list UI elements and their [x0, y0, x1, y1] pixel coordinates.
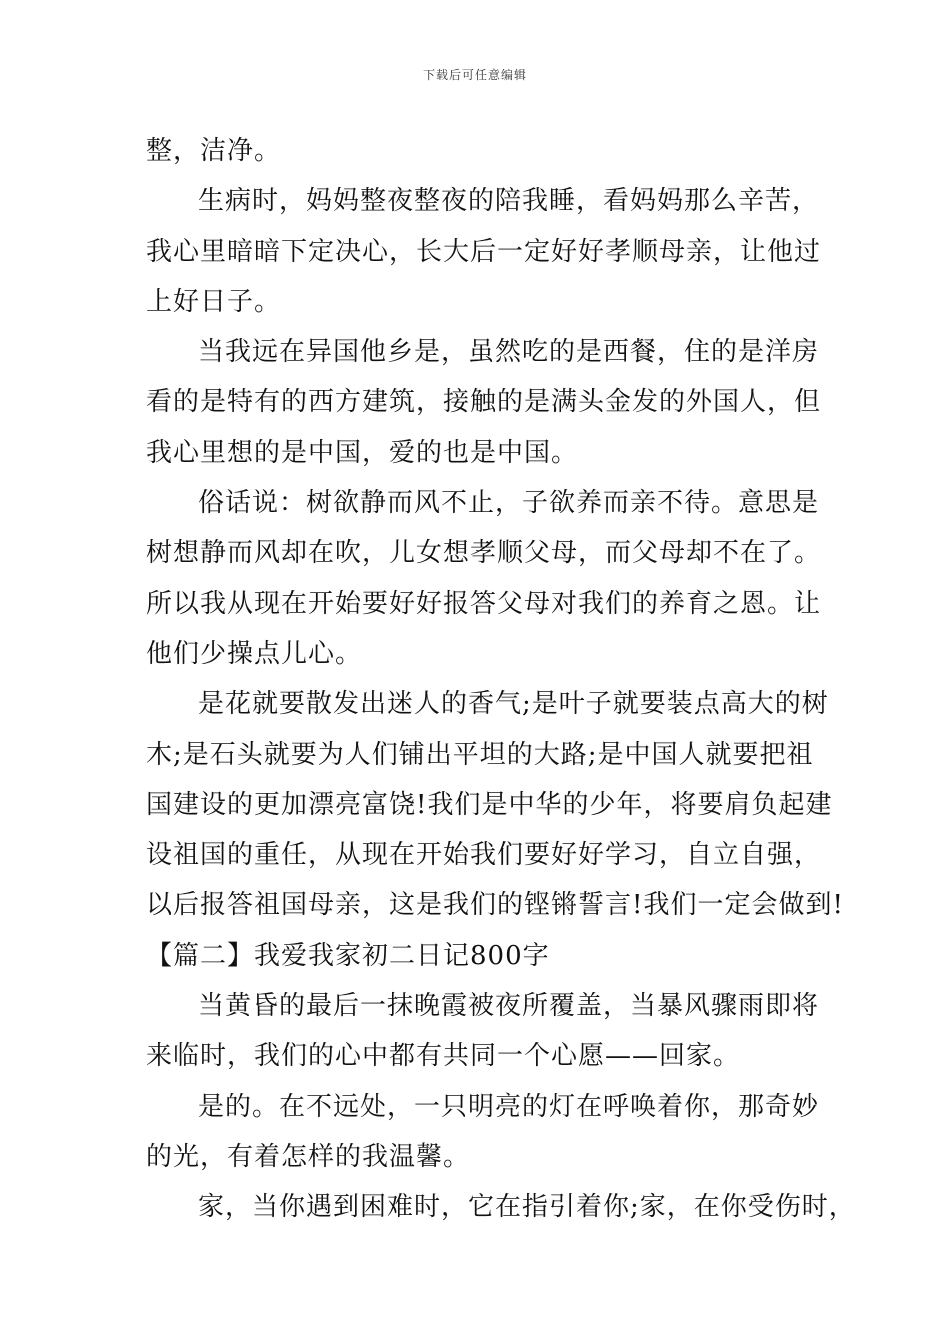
text-line: 俗话说：树欲静而风不止，子欲养而亲不待。意思是	[198, 488, 820, 519]
text-line: 上好日子。	[146, 286, 282, 317]
text-line: 家，当你遇到困难时，它在指引着你;家，在你受伤时，	[198, 1192, 856, 1223]
text-line: 的光，有着怎样的我温馨。	[146, 1141, 471, 1172]
text-line: 我心里想的是中国，爱的也是中国。	[146, 437, 579, 468]
text-line: 设祖国的重任，从现在开始我们要好好学习，自立自强，	[146, 840, 822, 871]
text-line: 来临时，我们的心中都有共同一个心愿——回家。	[146, 1041, 741, 1072]
text-line: 看的是特有的西方建筑，接触的是满头金发的外国人，但	[146, 387, 822, 418]
document-body	[146, 126, 856, 1233]
text-line: 我心里暗暗下定决心，长大后一定好好孝顺母亲，让他过	[146, 236, 822, 267]
text-line: 生病时，妈妈整夜整夜的陪我睡，看妈妈那么辛苦，	[198, 186, 820, 217]
text-line: 当我远在异国他乡是，虽然吃的是西餐，住的是洋房	[198, 337, 820, 368]
text-line: 整，洁净。	[146, 136, 282, 166]
section-heading: 【篇二】我爱我家初二日记800字	[146, 940, 550, 971]
text-line: 是的。在不远处，一只明亮的灯在呼唤着你，那奇妙	[198, 1091, 820, 1122]
text-line: 所以我从现在开始要好好报答父母对我们的养育之恩。让	[146, 588, 822, 619]
text-line: 是花就要散发出迷人的香气;是叶子就要装点高大的树	[198, 689, 829, 720]
text-line: 木;是石头就要为人们铺出平坦的大路;是中国人就要把祖	[146, 739, 814, 770]
page-header: 下载后可任意编辑	[422, 68, 527, 82]
text-line: 国建设的更加漂亮富饶!我们是中华的少年，将要肩负起建	[146, 789, 833, 820]
text-line: 以后报答祖国母亲，这是我们的铿锵誓言!我们一定会做到!	[146, 890, 844, 921]
text-line: 他们少操点儿心。	[146, 638, 363, 669]
text-line: 树想静而风却在吹，儿女想孝顺父母，而父母却不在了。	[146, 538, 822, 569]
text-line: 当黄昏的最后一抹晚霞被夜所覆盖，当暴风骤雨即将	[198, 991, 820, 1022]
